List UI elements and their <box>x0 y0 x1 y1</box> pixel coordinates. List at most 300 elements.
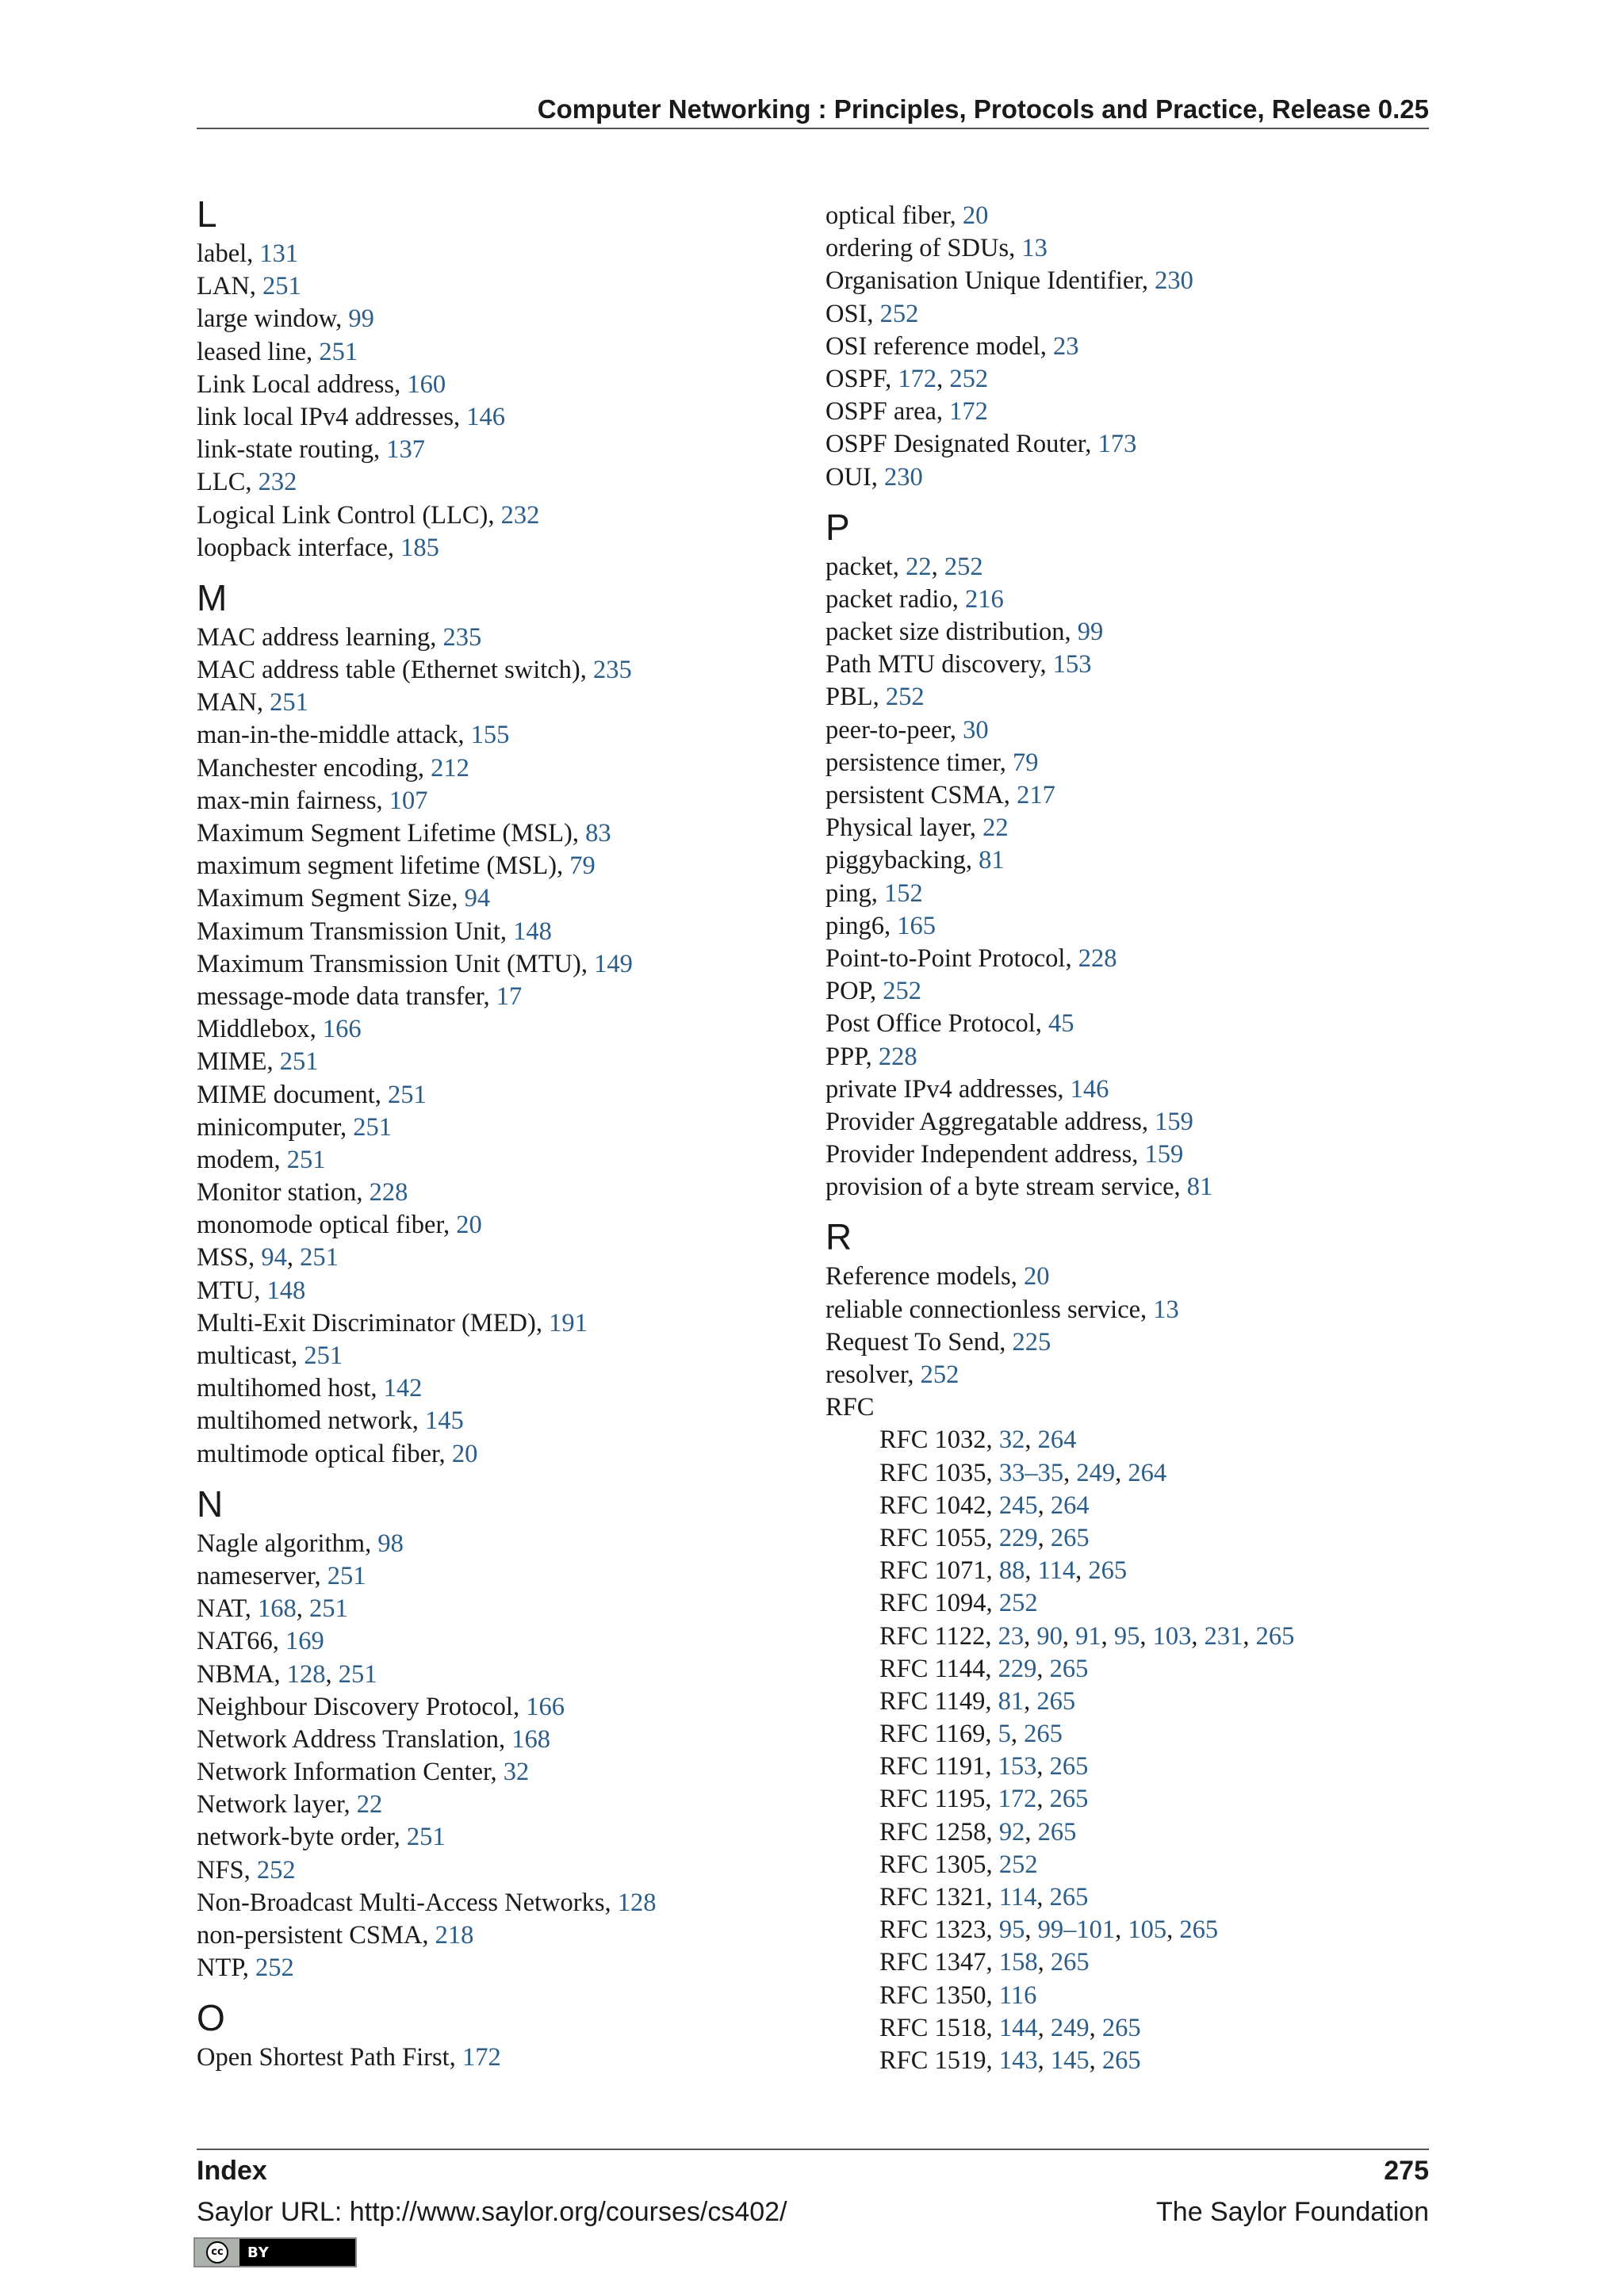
index-entry <box>825 363 1444 396</box>
page-ref-link[interactable]: 32 <box>503 1758 530 1787</box>
page-ref-link[interactable]: 17 <box>496 982 523 1011</box>
index-term: OSPF Designated Router, <box>825 430 1098 459</box>
creative-commons-by-icon <box>193 2237 357 2267</box>
page-ref-link[interactable]: 45 <box>1048 1009 1074 1039</box>
index-term: Point-to-Point Protocol, <box>825 943 1078 973</box>
page-ref-link[interactable]: 265 <box>1049 1785 1089 1814</box>
ref-separator: , <box>1036 1654 1050 1683</box>
page-ref-link[interactable]: 30 <box>963 715 989 744</box>
index-entry <box>197 369 815 401</box>
index-term: RFC 1071, <box>879 1556 999 1586</box>
ref-separator: , <box>1025 1556 1038 1586</box>
index-term: RFC 1321, <box>879 1883 999 1911</box>
page-ref-link[interactable]: 235 <box>593 656 632 685</box>
index-term: RFC 1519, <box>879 2045 999 2075</box>
page-ref-link[interactable]: 173 <box>1097 430 1137 459</box>
page-ref-link[interactable]: 172 <box>462 2043 501 2072</box>
index-entry <box>825 844 1444 877</box>
page-ref-link[interactable]: 216 <box>964 584 1004 614</box>
page-ref-link[interactable]: 218 <box>435 1921 474 1950</box>
index-entry <box>197 817 815 850</box>
index-subentry <box>825 1522 1444 1555</box>
page-ref-link[interactable]: 23 <box>1052 331 1079 361</box>
index-entry <box>197 1307 815 1340</box>
page-ref-link[interactable]: 146 <box>466 402 506 431</box>
page-ref-link[interactable]: 225 <box>1012 1327 1051 1357</box>
page-ref-link[interactable]: 153 <box>998 1752 1037 1781</box>
ref-separator: , <box>1024 1621 1037 1651</box>
page-ref-link[interactable]: 91 <box>1075 1621 1101 1651</box>
page-ref-link[interactable]: 249 <box>1050 2013 1090 2042</box>
index-entry <box>197 1340 815 1372</box>
page-ref-link[interactable]: 265 <box>1255 1621 1295 1651</box>
page-ref-link[interactable]: 5 <box>998 1720 1011 1749</box>
page-ref-link[interactable]: 20 <box>451 1439 478 1468</box>
index-entry <box>197 1112 815 1144</box>
index-term: MIME document, <box>197 1080 389 1109</box>
page-ref-link[interactable]: 81 <box>979 846 1005 875</box>
index-entry <box>197 238 815 270</box>
ref-separator: , <box>1101 1621 1114 1651</box>
page-ref-link[interactable]: 231 <box>1204 1621 1243 1651</box>
index-entry <box>197 752 815 785</box>
page-ref-link[interactable]: 252 <box>885 683 925 712</box>
index-term: RFC 1122, <box>879 1621 998 1651</box>
ref-separator: , <box>1036 1785 1050 1814</box>
index-term: MAC address table (Ethernet switch), <box>197 656 594 685</box>
index-term: Open Shortest Path First, <box>197 2043 462 2072</box>
page-ref-link[interactable]: 103 <box>1152 1621 1192 1651</box>
index-entry <box>197 401 815 434</box>
index-letter-heading: O <box>197 1997 225 2039</box>
index-column-left <box>197 190 815 2075</box>
index-term: RFC 1032, <box>879 1425 999 1455</box>
page-ref-link[interactable]: 251 <box>300 1243 339 1272</box>
index-entry <box>825 551 1444 584</box>
page-ref-link[interactable]: 251 <box>309 1594 348 1624</box>
page-ref-link[interactable]: 137 <box>386 435 425 465</box>
page-ref-link[interactable]: 172 <box>949 397 988 427</box>
page-ref-link[interactable]: 191 <box>549 1308 588 1337</box>
index-term: multihomed host, <box>197 1374 384 1403</box>
index-entry <box>825 396 1444 428</box>
page-ref-link[interactable]: 265 <box>1050 1523 1090 1552</box>
page-ref-link[interactable]: 99–101 <box>1037 1915 1116 1945</box>
index-term: NFS, <box>197 1855 257 1885</box>
ref-separator: , <box>1036 1752 1050 1781</box>
page-ref-link[interactable]: 146 <box>1070 1074 1109 1104</box>
index-term: peer-to-peer, <box>825 715 963 744</box>
cc-logo: cc <box>195 2239 239 2266</box>
ref-separator: , <box>1037 2013 1051 2042</box>
ref-separator: , <box>1089 2045 1102 2075</box>
index-entry <box>197 1560 815 1593</box>
index-term: RFC 1042, <box>879 1490 999 1520</box>
index-entry <box>197 1275 815 1307</box>
page-ref-link[interactable]: 153 <box>1052 650 1092 679</box>
index-entry <box>825 975 1444 1008</box>
index-term: ping, <box>825 878 885 908</box>
index-term: Monitor station, <box>197 1178 370 1207</box>
ref-separator: , <box>1062 1621 1076 1651</box>
page-ref-link[interactable]: 168 <box>258 1594 297 1624</box>
page-ref-link[interactable]: 252 <box>998 1850 1038 1879</box>
page-ref-link[interactable]: 90 <box>1036 1621 1063 1651</box>
index-term: link-state routing, <box>197 435 387 465</box>
page-ref-link[interactable]: 265 <box>1049 1883 1089 1911</box>
index-term: POP, <box>825 977 883 1006</box>
index-subentry <box>825 1653 1444 1686</box>
index-term: Network layer, <box>197 1790 357 1820</box>
index-entry <box>197 1593 815 1625</box>
index-entry <box>825 331 1444 363</box>
index-term: persistence timer, <box>825 748 1013 777</box>
index-entry <box>825 1008 1444 1040</box>
page-ref-link[interactable]: 251 <box>388 1080 427 1109</box>
page-ref-link[interactable]: 265 <box>1050 1948 1090 1977</box>
index-term: multimode optical fiber, <box>197 1439 452 1468</box>
page-ref-link[interactable]: 88 <box>998 1556 1025 1586</box>
index-subentry <box>825 1816 1444 1849</box>
page-ref-link[interactable]: 265 <box>1037 1817 1077 1846</box>
index-entry <box>825 649 1444 681</box>
index-term: NTP, <box>197 1954 256 1983</box>
page-ref-link[interactable]: 249 <box>1076 1458 1116 1487</box>
page-ref-link[interactable]: 145 <box>424 1406 464 1436</box>
page-ref-link[interactable]: 264 <box>1128 1458 1167 1487</box>
index-term: OSPF area, <box>825 397 950 427</box>
index-entry <box>825 1359 1444 1391</box>
page-ref-link[interactable]: 159 <box>1155 1107 1193 1136</box>
page-ref-link[interactable]: 107 <box>389 786 428 815</box>
index-letter-heading: M <box>197 576 228 618</box>
page-ref-link[interactable]: 165 <box>897 911 936 940</box>
page-ref-link[interactable]: 252 <box>998 1589 1038 1618</box>
page-ref-link[interactable]: 128 <box>286 1659 326 1689</box>
index-term: RFC 1144, <box>879 1654 998 1683</box>
page-ref-link[interactable]: 94 <box>261 1243 287 1272</box>
index-term: Path MTU discovery, <box>825 650 1053 679</box>
page-ref-link[interactable]: 228 <box>1078 943 1117 973</box>
index-entry <box>825 1138 1444 1171</box>
index-term: RFC 1169, <box>879 1720 998 1749</box>
index-term: OUI, <box>825 462 885 492</box>
index-entry <box>825 265 1444 297</box>
index-term: OSI reference model, <box>825 331 1053 361</box>
page-ref-link[interactable]: 166 <box>526 1692 565 1721</box>
page-ref-link[interactable]: 264 <box>1050 1490 1090 1520</box>
page-ref-link[interactable]: 22 <box>982 813 1009 843</box>
page-ref-link[interactable]: 265 <box>1101 2045 1141 2075</box>
page-ref-link[interactable]: 166 <box>322 1015 362 1044</box>
index-term: Provider Aggregatable address, <box>825 1107 1155 1136</box>
page-ref-link[interactable]: 232 <box>258 468 297 497</box>
index-entry <box>825 1294 1444 1326</box>
index-entry <box>825 1171 1444 1203</box>
index-entry <box>197 1952 815 1984</box>
ref-separator: , <box>1063 1458 1077 1487</box>
index-entry <box>197 916 815 948</box>
page-ref-link[interactable]: 149 <box>594 949 633 978</box>
page-ref-link[interactable]: 13 <box>1153 1295 1179 1324</box>
page-ref-link[interactable]: 114 <box>1037 1556 1076 1586</box>
index-term: loopback interface, <box>197 533 401 562</box>
page-ref-link[interactable]: 232 <box>500 500 540 530</box>
index-entry <box>825 1106 1444 1138</box>
index-subentry <box>825 1914 1444 1946</box>
ref-separator: , <box>296 1594 310 1624</box>
page-ref-link[interactable]: 148 <box>266 1276 306 1305</box>
page-ref-link[interactable]: 265 <box>1024 1720 1063 1749</box>
page-ref-link[interactable]: 265 <box>1179 1915 1219 1945</box>
page-ref-link[interactable]: 92 <box>998 1817 1025 1846</box>
index-letter-heading: R <box>825 1216 852 1258</box>
page-ref-link[interactable]: 168 <box>511 1724 550 1754</box>
page-ref-link[interactable]: 251 <box>286 1145 326 1174</box>
page-ref-link[interactable]: 235 <box>442 622 482 652</box>
index-term: MIME, <box>197 1047 280 1077</box>
page-ref-link[interactable]: 95 <box>1113 1621 1140 1651</box>
index-term: RFC 1191, <box>879 1752 998 1781</box>
index-term: minicomputer, <box>197 1112 354 1142</box>
index-entry <box>825 298 1444 331</box>
index-entry <box>197 270 815 303</box>
index-term: RFC 1035, <box>879 1458 999 1487</box>
index-term: packet, <box>825 552 906 581</box>
page-ref-link[interactable]: 252 <box>920 1360 959 1389</box>
page-ref-link[interactable]: 172 <box>998 1785 1037 1814</box>
page-ref-link[interactable]: 169 <box>285 1627 324 1656</box>
index-term: Non-Broadcast Multi-Access Networks, <box>197 1888 618 1917</box>
index-term: MAN, <box>197 688 270 718</box>
index-entry <box>825 1041 1444 1073</box>
index-term: MSS, <box>197 1243 262 1272</box>
index-subentry <box>825 1490 1444 1522</box>
page-ref-link[interactable]: 264 <box>1037 1425 1077 1455</box>
index-entry <box>197 1789 815 1821</box>
page-ref-link[interactable]: 114 <box>998 1883 1037 1911</box>
page-ref-link[interactable]: 252 <box>255 1954 294 1983</box>
index-entry <box>197 719 815 752</box>
index-term: modem, <box>197 1145 287 1174</box>
page-ref-link[interactable]: 160 <box>407 369 446 399</box>
index-term: RFC 1350, <box>879 1980 999 2010</box>
index-subentry <box>825 1555 1444 1587</box>
index-term: Request To Send, <box>825 1327 1013 1357</box>
page-ref-link[interactable]: 143 <box>998 2045 1038 2075</box>
index-term: ping6, <box>825 911 898 940</box>
page-ref-link[interactable]: 20 <box>962 201 989 230</box>
index-term: network-byte order, <box>197 1823 407 1852</box>
page-ref-link[interactable]: 252 <box>949 364 989 393</box>
page-ref-link[interactable]: 116 <box>998 1980 1037 2010</box>
index-entry <box>197 687 815 719</box>
page-ref-link[interactable]: 159 <box>1144 1140 1184 1169</box>
index-entry <box>197 622 815 654</box>
index-term: persistent CSMA, <box>825 781 1017 809</box>
page-ref-link[interactable]: 158 <box>998 1948 1038 1977</box>
index-entry <box>197 785 815 817</box>
index-entry <box>825 461 1444 494</box>
index-entry <box>825 1073 1444 1106</box>
index-entry <box>825 910 1444 943</box>
page-ref-link[interactable]: 185 <box>400 533 439 562</box>
index-entry <box>197 1691 815 1724</box>
index-entry <box>197 1919 815 1952</box>
page-ref-link[interactable]: 251 <box>338 1659 377 1689</box>
index-entry <box>197 1887 815 1919</box>
page-ref-link[interactable]: 252 <box>256 1855 296 1885</box>
page-ref-link[interactable]: 155 <box>470 721 510 750</box>
index-subentry <box>825 1457 1444 1490</box>
index-term: Network Information Center, <box>197 1758 504 1787</box>
index-term: Manchester encoding, <box>197 753 431 783</box>
ref-separator: , <box>1139 1621 1153 1651</box>
index-term: RFC 1258, <box>879 1817 999 1846</box>
page-ref-link[interactable]: 265 <box>1088 1556 1128 1586</box>
page-ref-link[interactable]: 131 <box>259 239 299 268</box>
index-term: provision of a byte stream service, <box>825 1173 1187 1202</box>
page-ref-link[interactable]: 251 <box>262 272 301 301</box>
page-ref-link[interactable]: 228 <box>878 1042 917 1071</box>
page-ref-link[interactable]: 251 <box>406 1823 446 1852</box>
index-term: link local IPv4 addresses, <box>197 402 467 431</box>
index-term: Reference models, <box>825 1262 1024 1292</box>
page-ref-link[interactable]: 99 <box>348 304 374 334</box>
index-entry <box>197 1756 815 1789</box>
index-term: Maximum Segment Size, <box>197 884 465 913</box>
index-entry <box>197 1438 815 1471</box>
page-ref-link[interactable]: 265 <box>1101 2013 1141 2042</box>
index-term: multicast, <box>197 1341 304 1370</box>
page-ref-link[interactable]: 212 <box>431 753 469 783</box>
page-ref-link[interactable]: 229 <box>998 1654 1037 1683</box>
page-ref-link[interactable]: 251 <box>319 337 358 366</box>
page-ref-link[interactable]: 13 <box>1021 234 1048 263</box>
page-ref-link[interactable]: 265 <box>1049 1654 1089 1683</box>
page-ref-link[interactable]: 22 <box>906 552 932 581</box>
index-letter-heading: N <box>197 1483 224 1525</box>
index-entry <box>197 1079 815 1112</box>
page-ref-link[interactable]: 252 <box>879 299 919 328</box>
index-term: LLC, <box>197 468 259 497</box>
by-label: BY <box>247 2244 270 2261</box>
page-ref-link[interactable]: 245 <box>998 1490 1038 1520</box>
ref-separator: , <box>1010 1720 1025 1749</box>
index-entry <box>197 654 815 687</box>
page-ref-link[interactable]: 105 <box>1128 1915 1167 1945</box>
ref-separator: , <box>1025 1915 1038 1945</box>
page-ref-link[interactable]: 152 <box>884 878 923 908</box>
ref-separator: , <box>325 1659 339 1689</box>
index-entry <box>197 1625 815 1658</box>
page-ref-link[interactable]: 22 <box>356 1790 383 1820</box>
page-ref-link[interactable]: 94 <box>464 884 491 913</box>
index-entry <box>197 499 815 532</box>
index-term: NAT, <box>197 1594 259 1624</box>
page-ref-link[interactable]: 144 <box>998 2013 1038 2042</box>
page-ref-link[interactable]: 79 <box>1013 748 1039 777</box>
index-entry <box>197 1372 815 1405</box>
ref-separator: , <box>1075 1556 1089 1586</box>
index-term: RFC 1149, <box>879 1686 998 1716</box>
index-term: Maximum Transmission Unit, <box>197 916 514 946</box>
ref-separator: , <box>286 1243 301 1272</box>
index-term: RFC 1518, <box>879 2013 999 2042</box>
index-entry <box>197 1013 815 1046</box>
page-ref-link[interactable]: 251 <box>279 1047 319 1077</box>
index-letter-heading: P <box>825 506 850 548</box>
index-entry <box>825 747 1444 779</box>
index-entry <box>197 1177 815 1209</box>
index-subentry <box>825 1881 1444 1914</box>
index-term: PPP, <box>825 1042 879 1071</box>
page-ref-link[interactable]: 145 <box>1050 2045 1090 2075</box>
page-ref-link[interactable]: 23 <box>998 1621 1025 1651</box>
page-ref-link[interactable]: 81 <box>1186 1173 1213 1202</box>
index-entry <box>197 532 815 564</box>
ref-separator: , <box>936 364 950 393</box>
page-ref-link[interactable]: 252 <box>944 552 983 581</box>
page-ref-link[interactable]: 265 <box>1049 1752 1089 1781</box>
saylor-url: Saylor URL: http://www.saylor.org/courses/cs402/ <box>197 2197 787 2227</box>
ref-separator: , <box>1115 1458 1128 1487</box>
page-ref-link[interactable]: 142 <box>383 1374 423 1403</box>
index-letter-heading: L <box>197 193 217 235</box>
page-ref-link[interactable]: 98 <box>377 1529 404 1558</box>
page-ref-link[interactable]: 32 <box>998 1425 1025 1455</box>
page-ref-link[interactable]: 95 <box>998 1915 1025 1945</box>
ref-separator: , <box>1191 1621 1205 1651</box>
page-ref-link[interactable]: 20 <box>1023 1262 1050 1292</box>
index-term: packet radio, <box>825 584 965 614</box>
page-ref-link[interactable]: 172 <box>898 364 937 393</box>
page-ref-link[interactable]: 230 <box>1155 266 1193 296</box>
page-ref-link[interactable]: 99 <box>1077 618 1104 647</box>
page-ref-link[interactable]: 229 <box>998 1523 1038 1552</box>
index-term: PBL, <box>825 683 886 712</box>
index-subentry <box>825 1718 1444 1751</box>
page-ref-link[interactable]: 251 <box>353 1112 393 1142</box>
index-term: OSI, <box>825 299 880 328</box>
ref-separator: , <box>1089 2013 1102 2042</box>
page-ref-link[interactable]: 81 <box>998 1686 1025 1716</box>
page-ref-link[interactable]: 251 <box>327 1561 366 1590</box>
index-term: Maximum Segment Lifetime (MSL), <box>197 819 586 848</box>
page-ref-link[interactable]: 128 <box>617 1888 657 1917</box>
page-ref-link[interactable]: 83 <box>585 819 611 848</box>
page-ref-link[interactable]: 265 <box>1036 1686 1076 1716</box>
index-column-right <box>825 190 1444 2077</box>
page-ref-link[interactable]: 251 <box>304 1341 343 1370</box>
page-ref-link[interactable]: 228 <box>369 1178 408 1207</box>
page-ref-link[interactable]: 33–35 <box>998 1458 1064 1487</box>
page-ref-link[interactable]: 148 <box>513 916 552 946</box>
page-ref-link[interactable]: 230 <box>884 462 923 492</box>
ref-separator: , <box>1025 1425 1038 1455</box>
index-entry <box>197 1821 815 1854</box>
page-ref-link[interactable]: 251 <box>270 688 308 718</box>
page-ref-link[interactable]: 252 <box>883 977 922 1006</box>
index-term: MAC address learning, <box>197 622 443 652</box>
ref-separator: , <box>1037 1948 1051 1977</box>
index-entry <box>197 981 815 1013</box>
index-entry <box>197 2042 815 2074</box>
page-ref-link[interactable]: 20 <box>456 1211 482 1240</box>
page-ref-link[interactable]: 79 <box>569 851 596 881</box>
page-ref-link[interactable]: 217 <box>1017 781 1055 809</box>
index-entry <box>825 232 1444 265</box>
